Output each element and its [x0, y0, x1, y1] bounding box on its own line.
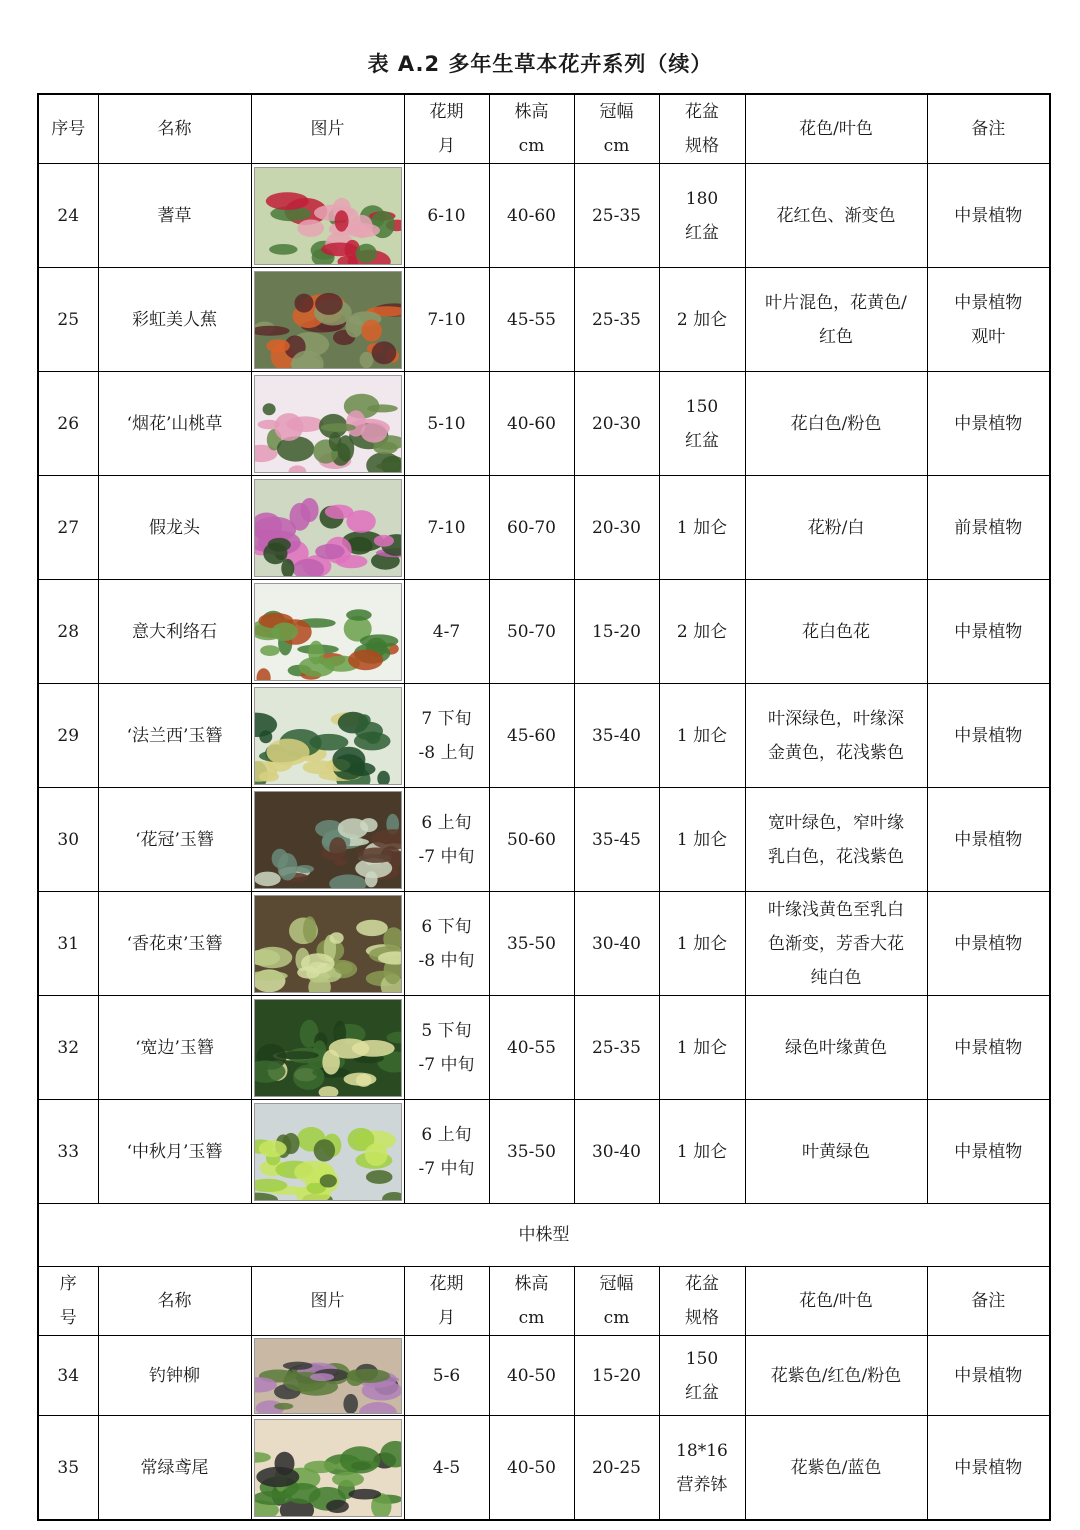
header-pot: 花盆 规格 [659, 94, 745, 164]
header2-color: 花色/叶色 [745, 1267, 927, 1336]
cell-note: 中景植物 [927, 580, 1050, 684]
header-no: 序号 [38, 94, 98, 164]
cell-name: 常绿鸢尾 [98, 1416, 251, 1521]
canna-photo [254, 271, 402, 369]
cell-height: 40-55 [489, 996, 574, 1100]
hosta-francee-photo [254, 687, 402, 785]
cell-name: ‘香花束’玉簪 [98, 892, 251, 996]
cell-bloom: 7 下旬 -8 上旬 [404, 684, 489, 788]
cell-note: 中景植物 [927, 892, 1050, 996]
cell-no: 30 [38, 788, 98, 892]
header-note: 备注 [927, 94, 1050, 164]
plant-table [37, 93, 1051, 1521]
cell-height: 40-60 [489, 372, 574, 476]
cell-pot: 2 加仑 [659, 580, 745, 684]
gaura-photo [254, 375, 402, 473]
cell-name: 意大利络石 [98, 580, 251, 684]
table-row [38, 476, 1050, 580]
cell-no: 24 [38, 164, 98, 268]
cell-color: 叶黄绿色 [745, 1100, 927, 1204]
header-photo: 图片 [251, 94, 404, 164]
achillea-photo [254, 167, 402, 265]
cell-note: 中景植物 [927, 164, 1050, 268]
cell-bloom: 6 上旬 -7 中旬 [404, 788, 489, 892]
cell-name: ‘花冠’玉簪 [98, 788, 251, 892]
cell-height: 60-70 [489, 476, 574, 580]
header-bloom: 花期 月 [404, 94, 489, 164]
table-row [38, 1416, 1050, 1521]
header2-no: 序 号 [38, 1267, 98, 1336]
table-title: 表 A.2 多年生草本花卉系列（续） [367, 52, 713, 76]
cell-no: 34 [38, 1336, 98, 1416]
cell-photo [251, 268, 404, 372]
cell-pot: 180 红盆 [659, 164, 745, 268]
hosta-bouquet-photo [254, 895, 402, 993]
cell-note: 中景植物 [927, 684, 1050, 788]
header-name: 名称 [98, 94, 251, 164]
cell-pot: 150 红盆 [659, 1336, 745, 1416]
cell-bloom: 4-5 [404, 1416, 489, 1521]
table-row [38, 580, 1050, 684]
cell-name: ‘宽边’玉簪 [98, 996, 251, 1100]
hosta-moon-photo [254, 1103, 402, 1201]
cell-crown: 20-25 [574, 1416, 659, 1521]
cell-color: 花红色、渐变色 [745, 164, 927, 268]
cell-pot: 1 加仑 [659, 684, 745, 788]
cell-crown: 20-30 [574, 372, 659, 476]
cell-height: 40-60 [489, 164, 574, 268]
cell-height: 45-55 [489, 268, 574, 372]
cell-note: 中景植物 [927, 1336, 1050, 1416]
cell-pot: 1 加仑 [659, 1100, 745, 1204]
cell-crown: 15-20 [574, 580, 659, 684]
table-row [38, 268, 1050, 372]
header2-photo: 图片 [251, 1267, 404, 1336]
cell-pot: 1 加仑 [659, 996, 745, 1100]
cell-color: 花紫色/红色/粉色 [745, 1336, 927, 1416]
section-label: 中株型 [38, 1204, 1050, 1267]
cell-bloom: 6 下旬 -8 中旬 [404, 892, 489, 996]
table-row [38, 164, 1050, 268]
cell-color: 花白色花 [745, 580, 927, 684]
cell-height: 50-70 [489, 580, 574, 684]
cell-no: 28 [38, 580, 98, 684]
cell-photo [251, 892, 404, 996]
cell-crown: 30-40 [574, 892, 659, 996]
cell-pot: 2 加仑 [659, 268, 745, 372]
cell-no: 29 [38, 684, 98, 788]
cell-photo [251, 1416, 404, 1521]
cell-bloom: 5-6 [404, 1336, 489, 1416]
cell-photo [251, 1336, 404, 1416]
cell-color: 叶片混色，花黄色/ 红色 [745, 268, 927, 372]
cell-pot: 1 加仑 [659, 788, 745, 892]
cell-photo [251, 788, 404, 892]
hosta-wide-photo [254, 999, 402, 1097]
cell-note: 中景植物 [927, 788, 1050, 892]
cell-color: 花紫色/蓝色 [745, 1416, 927, 1521]
cell-note: 中景植物 [927, 372, 1050, 476]
physostegia-photo [254, 479, 402, 577]
table-row [38, 788, 1050, 892]
cell-height: 35-50 [489, 1100, 574, 1204]
penstemon-photo [254, 1338, 402, 1414]
cell-name: 假龙头 [98, 476, 251, 580]
cell-color: 花粉/白 [745, 476, 927, 580]
cell-color: 宽叶绿色，窄叶缘 乳白色，花浅紫色 [745, 788, 927, 892]
cell-photo [251, 684, 404, 788]
cell-crown: 35-45 [574, 788, 659, 892]
table-row [38, 892, 1050, 996]
cell-color: 绿色叶缘黄色 [745, 996, 927, 1100]
cell-no: 35 [38, 1416, 98, 1521]
cell-bloom: 4-7 [404, 580, 489, 684]
section-row [38, 1204, 1050, 1267]
cell-bloom: 6 上旬 -7 中旬 [404, 1100, 489, 1204]
cell-bloom: 5-10 [404, 372, 489, 476]
cell-crown: 25-35 [574, 164, 659, 268]
header2-pot: 花盆 规格 [659, 1267, 745, 1336]
cell-crown: 30-40 [574, 1100, 659, 1204]
header2-name: 名称 [98, 1267, 251, 1336]
cell-pot: 1 加仑 [659, 476, 745, 580]
cell-height: 50-60 [489, 788, 574, 892]
cell-photo [251, 372, 404, 476]
cell-crown: 35-40 [574, 684, 659, 788]
cell-height: 40-50 [489, 1336, 574, 1416]
cell-photo [251, 476, 404, 580]
cell-no: 32 [38, 996, 98, 1100]
header-row-2 [38, 1267, 1050, 1336]
cell-photo [251, 580, 404, 684]
header2-bloom: 花期 月 [404, 1267, 489, 1336]
hosta-crown-photo [254, 791, 402, 889]
header2-note: 备注 [927, 1267, 1050, 1336]
cell-color: 叶深绿色，叶缘深 金黄色，花浅紫色 [745, 684, 927, 788]
cell-no: 27 [38, 476, 98, 580]
cell-photo [251, 996, 404, 1100]
cell-name: 钓钟柳 [98, 1336, 251, 1416]
cell-name: ‘中秋月’玉簪 [98, 1100, 251, 1204]
cell-note: 前景植物 [927, 476, 1050, 580]
header-crown: 冠幅 cm [574, 94, 659, 164]
cell-name: 蓍草 [98, 164, 251, 268]
cell-bloom: 6-10 [404, 164, 489, 268]
table-row [38, 372, 1050, 476]
cell-name: ‘烟花’山桃草 [98, 372, 251, 476]
cell-note: 中景植物 [927, 996, 1050, 1100]
cell-bloom: 5 下旬 -7 中旬 [404, 996, 489, 1100]
header-color: 花色/叶色 [745, 94, 927, 164]
table-row [38, 996, 1050, 1100]
cell-crown: 25-35 [574, 268, 659, 372]
cell-no: 31 [38, 892, 98, 996]
cell-note: 中景植物 [927, 1100, 1050, 1204]
header-row [38, 94, 1050, 164]
cell-note: 中景植物 [927, 1416, 1050, 1521]
cell-bloom: 7-10 [404, 476, 489, 580]
cell-pot: 150 红盆 [659, 372, 745, 476]
trachelospermum-photo [254, 583, 402, 681]
cell-color: 叶缘浅黄色至乳白 色渐变，芳香大花 纯白色 [745, 892, 927, 996]
cell-height: 45-60 [489, 684, 574, 788]
cell-no: 33 [38, 1100, 98, 1204]
cell-photo [251, 164, 404, 268]
cell-name: 彩虹美人蕉 [98, 268, 251, 372]
cell-color: 花白色/粉色 [745, 372, 927, 476]
table-row [38, 684, 1050, 788]
cell-pot: 1 加仑 [659, 892, 745, 996]
header2-crown: 冠幅 cm [574, 1267, 659, 1336]
cell-crown: 25-35 [574, 996, 659, 1100]
table-row [38, 1100, 1050, 1204]
cell-note: 中景植物 观叶 [927, 268, 1050, 372]
header2-height: 株高 cm [489, 1267, 574, 1336]
iris-photo [254, 1419, 402, 1517]
cell-crown: 15-20 [574, 1336, 659, 1416]
cell-pot: 18*16 营养钵 [659, 1416, 745, 1521]
cell-photo [251, 1100, 404, 1204]
cell-no: 25 [38, 268, 98, 372]
cell-name: ‘法兰西’玉簪 [98, 684, 251, 788]
table-row [38, 1336, 1050, 1416]
cell-no: 26 [38, 372, 98, 476]
cell-bloom: 7-10 [404, 268, 489, 372]
header-height: 株高 cm [489, 94, 574, 164]
cell-crown: 20-30 [574, 476, 659, 580]
cell-height: 40-50 [489, 1416, 574, 1521]
cell-height: 35-50 [489, 892, 574, 996]
